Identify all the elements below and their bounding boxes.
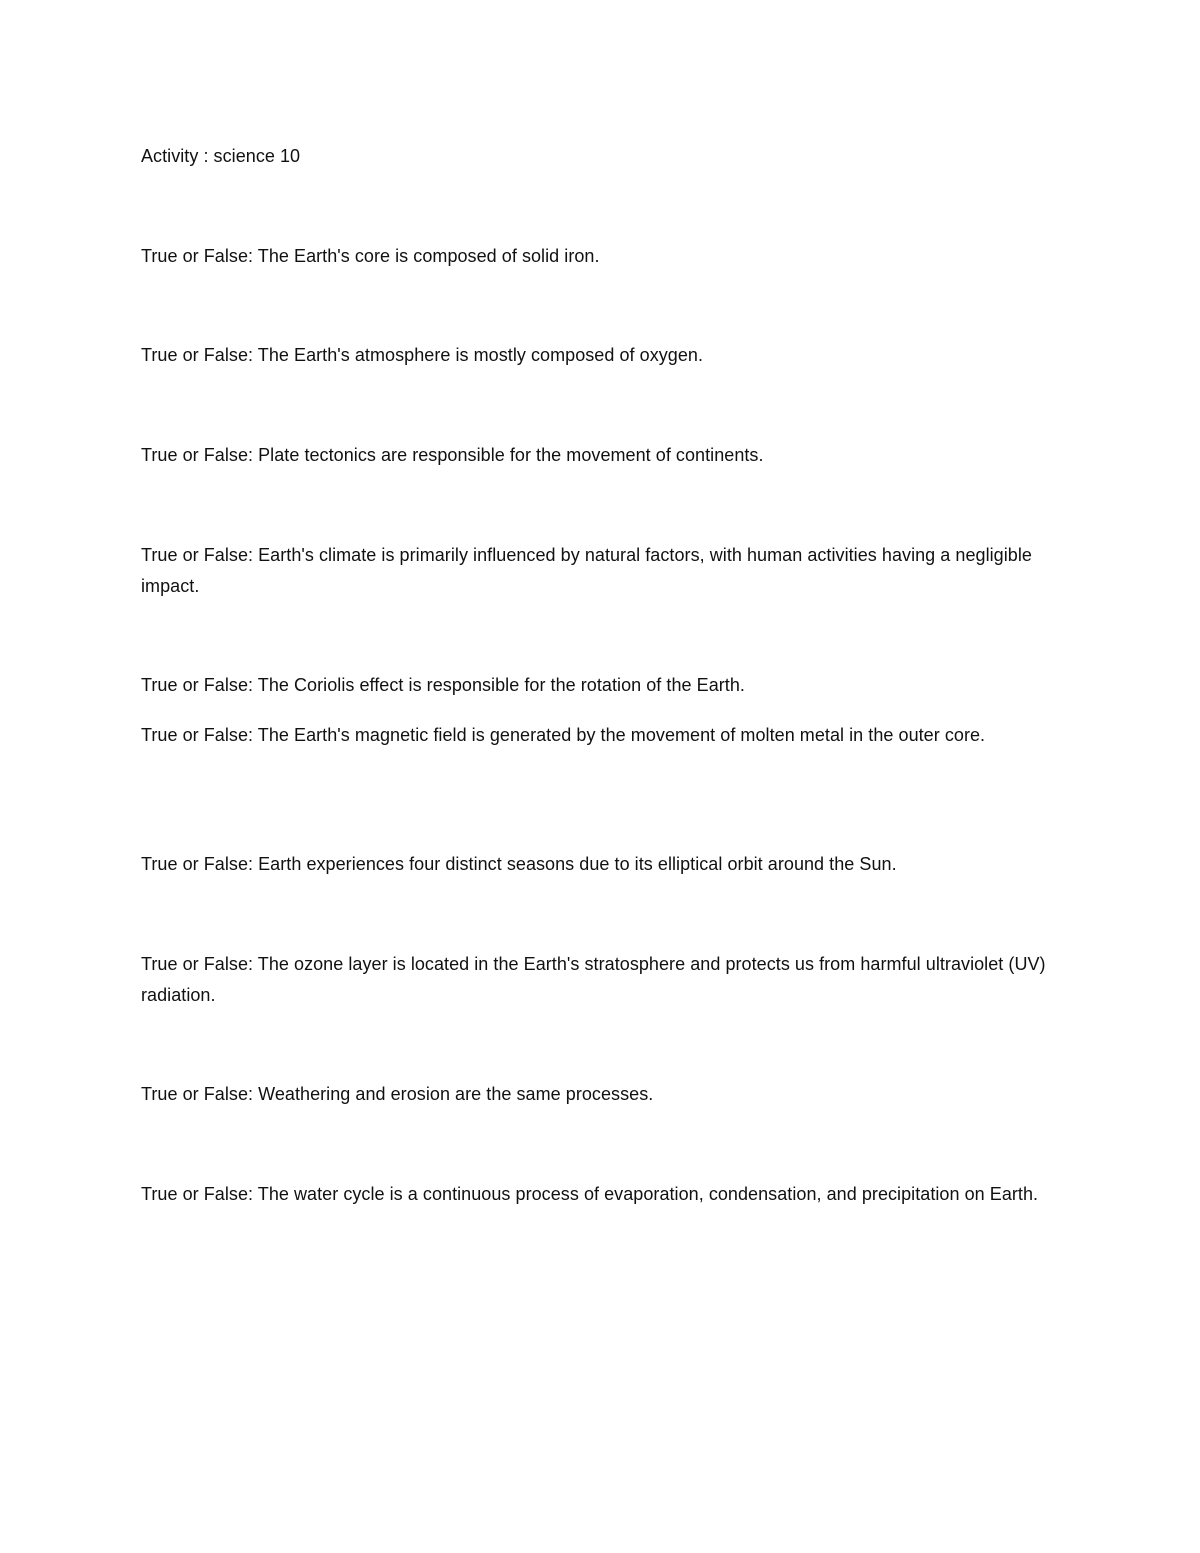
question-9: True or False: Weathering and erosion are the same processes. <box>141 1084 654 1104</box>
question-3: True or False: Plate tectonics are responsible for the movement of continents. <box>141 445 764 465</box>
question-7: True or False: Earth experiences four distinct seasons due to its elliptical orbit around the Sun. <box>141 854 897 874</box>
question-2: True or False: The Earth's atmosphere is mostly composed of oxygen. <box>141 345 704 365</box>
question-10: True or False: The water cycle is a continuous process of evaporation, condensation, and precipitation on Earth. <box>141 1184 1039 1204</box>
question-5: True or False: The Coriolis effect is responsible for the rotation of the Earth. <box>141 675 745 695</box>
question-8: True or False: The ozone layer is located in the Earth's stratosphere and protects us from harmful ultraviolet (UV) radiation. <box>141 954 1046 1005</box>
question-6: True or False: The Earth's magnetic field is generated by the movement of molten metal in the outer core. <box>141 725 986 745</box>
question-4: True or False: Earth's climate is primarily influenced by natural factors, with human activities having a negligible impact. <box>141 545 1032 596</box>
question-1: True or False: The Earth's core is composed of solid iron. <box>141 246 600 266</box>
document-title: Activity : science 10 <box>141 146 301 166</box>
